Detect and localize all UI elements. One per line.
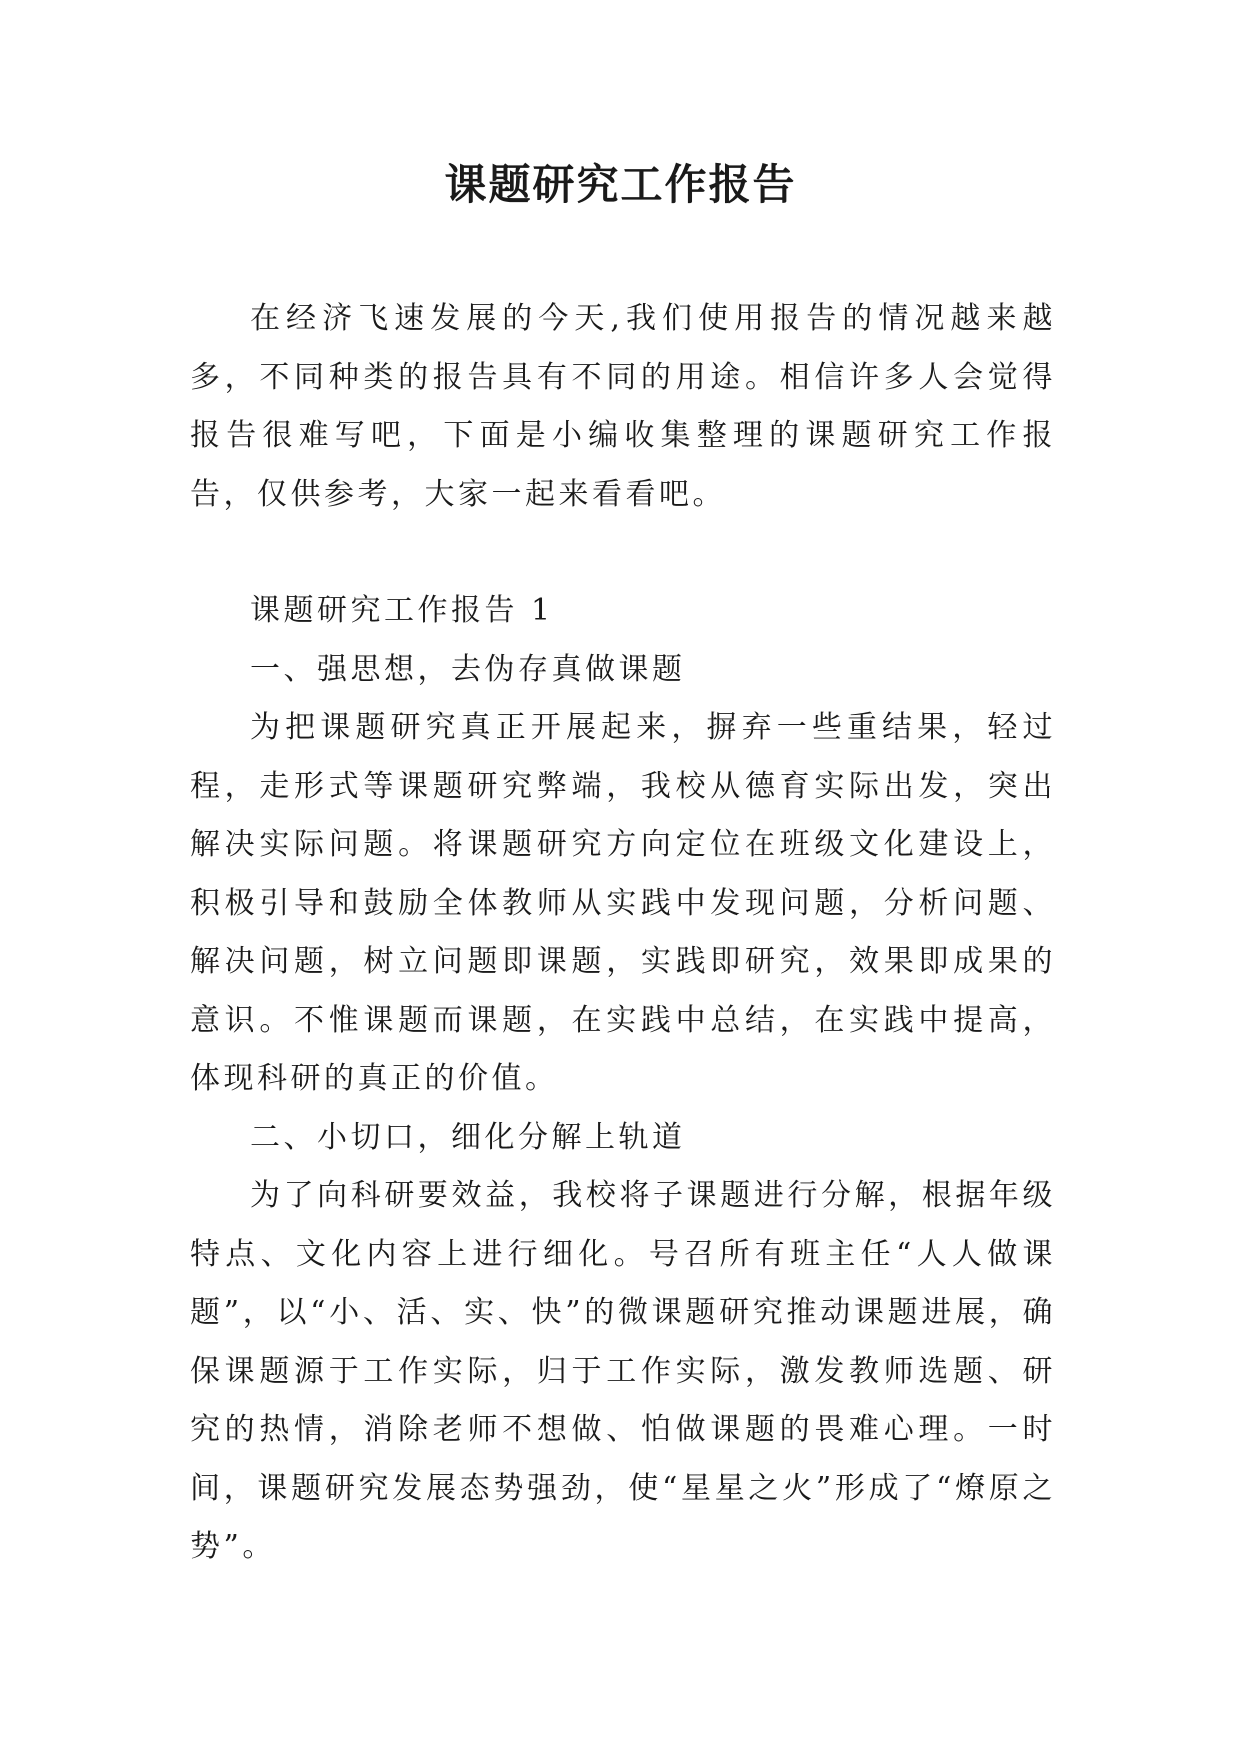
section-1-paragraph: 为把课题研究真正开展起来，摒弃一些重结果，轻过程，走形式等课题研究弊端，我校从德育实际出发，突出解决实际问题。将课题研究方向定位在班级文化建设上，积极引导和鼓励全体教师从实践中发现问题，分析问题、解决问题，树立问题即课题，实践即研究，效果即成果的意识。不惟课题而课题，在实践中总结，在实践中提高，体现科研的真正的价值。 bbox=[190, 710, 1056, 1096]
section-1-heading: 一、强思想，去伪存真做课题 bbox=[250, 651, 686, 687]
intro-paragraph: 在经济飞速发展的今天,我们使用报告的情况越来越多，不同种类的报告具有不同的用途。相信许多人会觉得报告很难写吧，下面是小编收集整理的课题研究工作报告，仅供参考，大家一起来看看吧。 bbox=[190, 301, 1056, 512]
section-2-paragraph: 为了向科研要效益，我校将子课题进行分解，根据年级特点、文化内容上进行细化。号召所有班主任“人人做课题”，以“小、活、实、快”的微课题研究推动课题进展，确保课题源于工作实际，归于工作实际，激发教师选题、研究的热情，消除老师不想做、怕做课题的畏难心理。一时间，课题研究发展态势强劲，使“星星之火”形成了“燎原之势”。 bbox=[190, 1178, 1056, 1564]
section-2-heading: 二、小切口，细化分解上轨道 bbox=[250, 1119, 686, 1155]
document-title: 课题研究工作报告 bbox=[444, 160, 797, 209]
report-heading: 课题研究工作报告 1 bbox=[250, 593, 554, 628]
paragraph-spacer bbox=[190, 524, 1056, 582]
document-body bbox=[190, 290, 1056, 1577]
